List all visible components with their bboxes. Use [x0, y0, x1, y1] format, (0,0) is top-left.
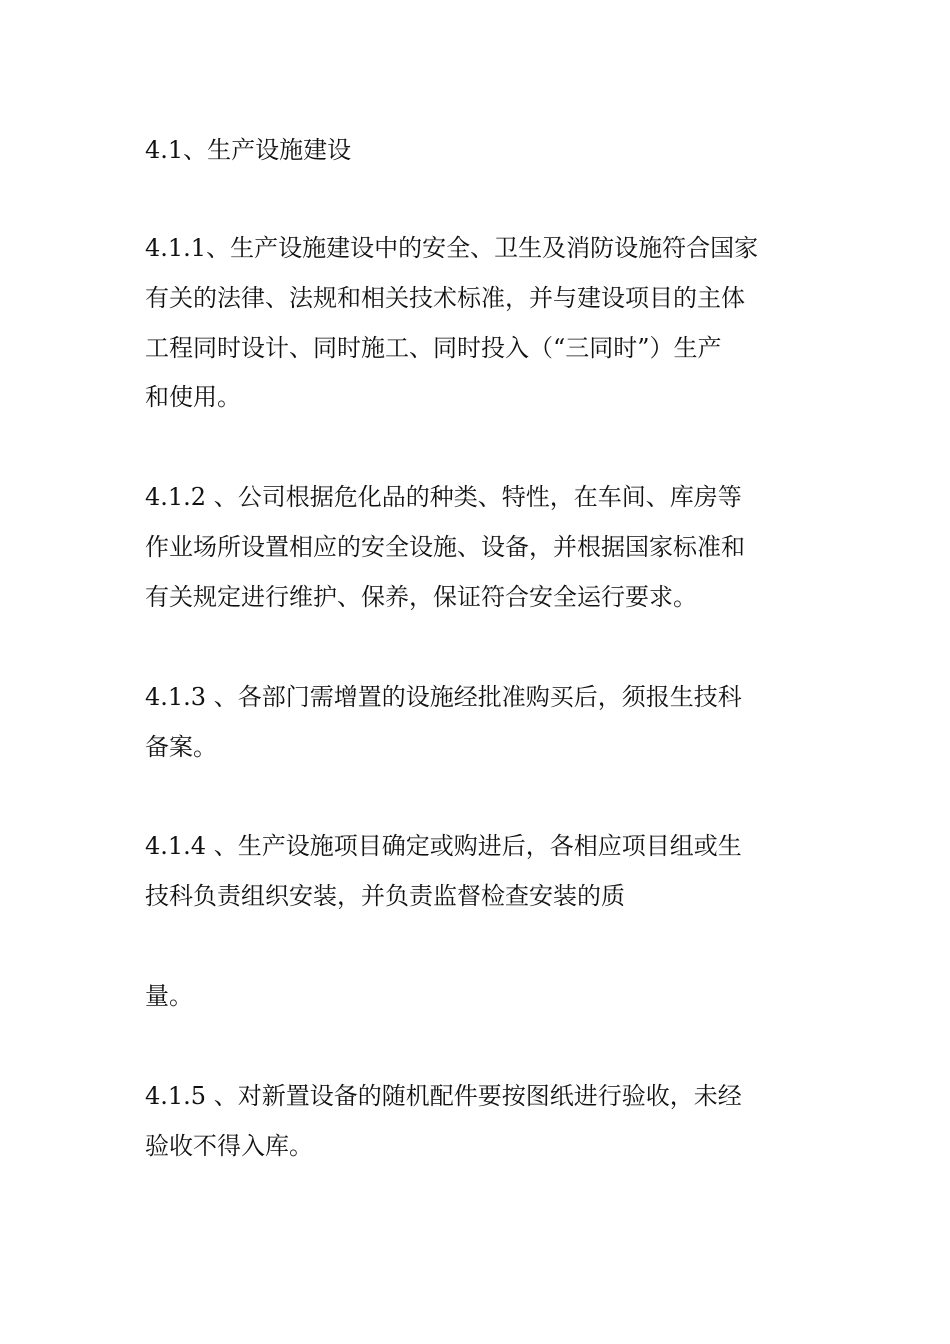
paragraph-line: 4.1.1、生产设施建设中的安全、卫生及消防设施符合国家 [145, 234, 759, 262]
paragraph-line: 备案。 [145, 733, 217, 761]
paragraph-line: 验收不得入库。 [145, 1132, 313, 1160]
paragraph-line: 4.1.3 、各部门需增置的设施经批准购买后，须报生技科 [145, 683, 742, 711]
paragraph-line: 技科负责组织安装，并负责监督检查安装的质 [145, 882, 625, 910]
paragraph-line: 工程同时设计、同时施工、同时投入（“三同时”）生产 [145, 334, 722, 362]
paragraph-line: 和使用。 [145, 383, 241, 411]
paragraph-line: 4.1.2 、公司根据危化品的种类、特性，在车间、库房等 [145, 483, 742, 511]
section-heading: 4.1、生产设施建设 [145, 136, 352, 164]
paragraph-line: 作业场所设置相应的安全设施、设备，并根据国家标准和 [145, 533, 745, 561]
paragraph-line: 4.1.5 、对新置设备的随机配件要按图纸进行验收，未经 [145, 1082, 742, 1110]
paragraph-line: 有关规定进行维护、保养，保证符合安全运行要求。 [145, 583, 697, 611]
paragraph-line: 有关的法律、法规和相关技术标准，并与建设项目的主体 [145, 284, 745, 312]
paragraph-line: 4.1.4 、生产设施项目确定或购进后，各相应项目组或生 [145, 832, 742, 860]
paragraph-line: 量。 [145, 982, 193, 1010]
